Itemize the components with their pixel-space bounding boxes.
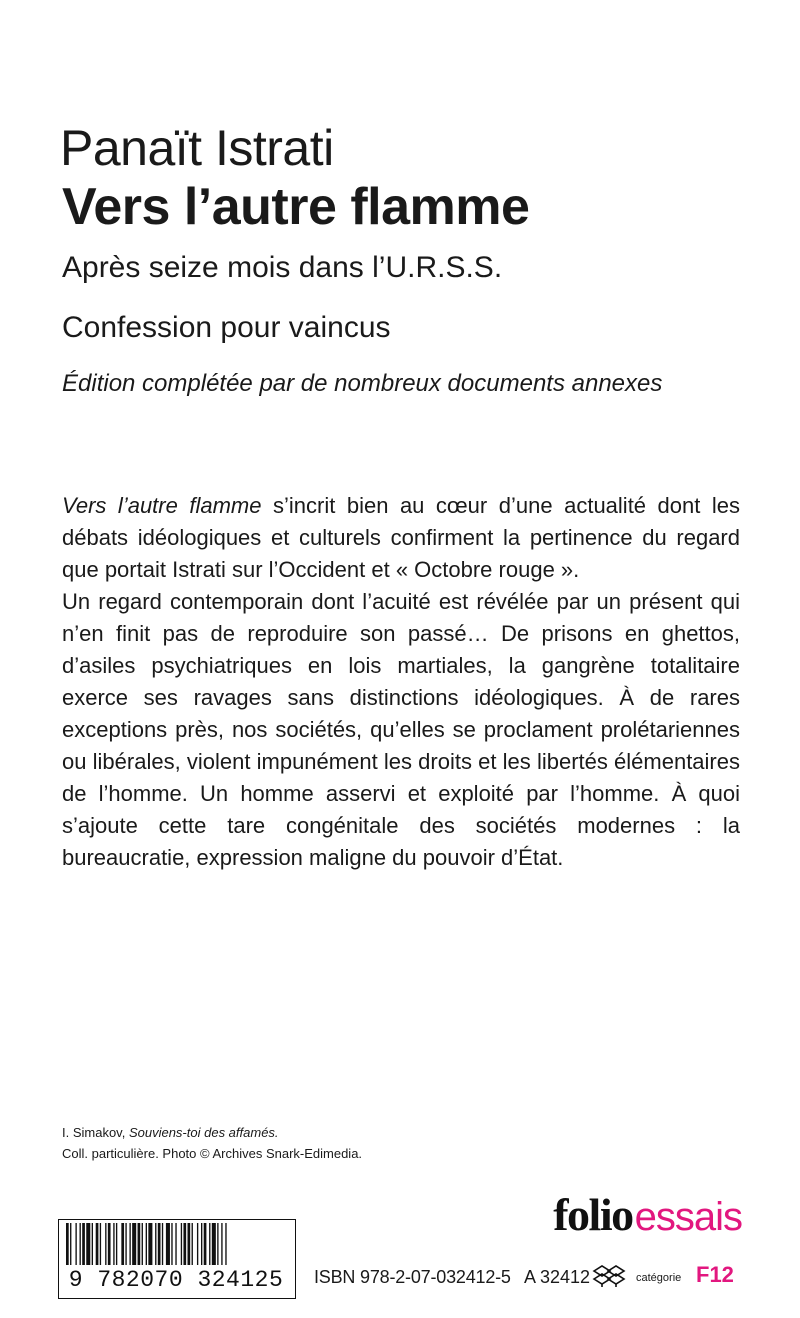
barcode-bar	[113, 1223, 114, 1267]
barcode-bar	[92, 1223, 93, 1267]
barcode-bar	[132, 1223, 136, 1267]
book-title: Vers l’autre flamme	[62, 178, 530, 236]
barcode-bar	[116, 1223, 117, 1267]
barcode-digits: 9 782070 324125	[60, 1265, 292, 1295]
article-code: A 32412	[524, 1267, 591, 1287]
barcode-bar	[105, 1223, 106, 1267]
barcode-bar	[212, 1223, 216, 1267]
barcode-bar	[209, 1223, 210, 1267]
barcode-bar	[148, 1223, 152, 1267]
barcode-bar	[82, 1223, 85, 1267]
barcode-bar	[204, 1223, 207, 1267]
barcode-bar	[138, 1223, 141, 1267]
barcode-bar	[121, 1223, 124, 1267]
barcode-bar	[100, 1223, 101, 1267]
barcode-bar	[201, 1223, 202, 1267]
blurb-title-italic: Vers l’autre flamme	[62, 493, 262, 518]
category-label: catégorie	[636, 1272, 682, 1284]
barcode-bar	[158, 1223, 161, 1267]
barcode-bar	[171, 1223, 172, 1267]
barcode-bar	[221, 1223, 222, 1267]
barcode-bar	[192, 1223, 193, 1267]
subtitle-second: Confession pour vaincus	[62, 311, 391, 344]
credit-line-1	[62, 1122, 362, 1143]
barcode-bar	[146, 1223, 147, 1267]
blurb-paragraph-2: Un regard contemporain dont l’acuité est révélée par un présent qui n’en finit pas de reproduire son passé… De prisons en ghettos, d’asiles psychiatriques en lois martiales, la gangrène totalitaire exerce ses ravages sans distinctions idéologiques. À de rares exceptions près, nos sociétés, qu’elles se proclament prolétariennes ou libérales, violent impunément les droits et les libertés élémentaires de l’homme. Un homme asservi et exploité par l’homme. À quoi s’ajoute cette tare congénitale des sociétés modernes : la bureaucratie, expression maligne du pouvoir d’État.	[62, 589, 740, 870]
barcode-bar	[66, 1223, 69, 1267]
credit-artist: I. Simakov,	[62, 1125, 129, 1140]
blurb-paragraph-1	[62, 490, 740, 586]
logo-folio-text: folio	[553, 1189, 633, 1240]
category-code: F12	[696, 1262, 734, 1287]
barcode-bar	[188, 1223, 191, 1267]
barcode-bar	[217, 1223, 218, 1267]
barcode-bar	[225, 1223, 226, 1267]
barcode-bar	[166, 1223, 170, 1267]
barcode-bar	[96, 1223, 99, 1267]
barcode-bar	[175, 1223, 176, 1267]
barcode-bar	[86, 1223, 90, 1267]
barcode-bar	[183, 1223, 186, 1267]
barcode-bar	[125, 1223, 126, 1267]
barcode-bar	[80, 1223, 81, 1267]
barcode-bar	[155, 1223, 156, 1267]
credit-line-2: Coll. particulière. Photo © Archives Snark-Edimedia.	[62, 1146, 363, 1161]
books-icon	[591, 1262, 627, 1290]
barcode-bar	[162, 1223, 163, 1267]
blurb-text	[62, 490, 740, 874]
barcode-bar	[108, 1223, 111, 1267]
blurb-p1-rest: s’incrit bien au cœur d’une actualité dont les débats idéologiques et culturels confirment la pertinence du regard que portait Istrati sur l’Occident et « Octobre rouge ».	[62, 493, 740, 582]
barcode-bar	[70, 1223, 71, 1267]
barcode-bar	[75, 1223, 76, 1267]
isbn-number: ISBN 978-2-07-032412-5	[314, 1267, 511, 1287]
barcode-bar	[142, 1223, 143, 1267]
barcode-bar	[181, 1223, 182, 1267]
folio-essais-logo	[553, 1188, 742, 1238]
barcode	[58, 1219, 296, 1299]
subtitle-first: Après seize mois dans l’U.R.S.S.	[62, 251, 503, 284]
credit-work: Souviens-toi des affamés.	[128, 1125, 279, 1140]
image-credit	[62, 1122, 362, 1164]
barcode-bar	[197, 1223, 198, 1267]
logo-essais-text: essais	[634, 1195, 742, 1239]
barcode-bar	[129, 1223, 130, 1267]
edition-note: Édition complétée par de nombreux documents annexes	[62, 370, 663, 397]
author-name: Panaït Istrati	[60, 120, 334, 176]
